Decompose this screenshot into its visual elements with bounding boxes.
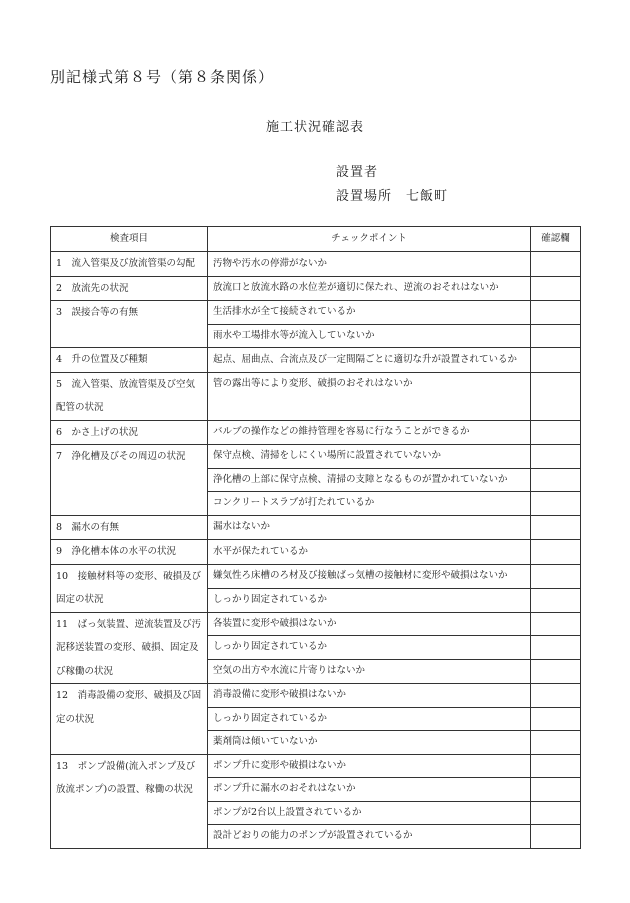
checkpoint: 管の露出等により変形、破損のおそれはないか (208, 372, 531, 420)
checkpoint: ポンプ升に変形や破損はないか (208, 754, 531, 778)
inspection-item: 11 ばっ気装置、逆流装置及び汚泥移送装置の変形、破損、固定及び稼働の状況 (51, 612, 208, 684)
checkpoint: 消毒設備に変形や破損はないか (208, 684, 531, 708)
table-row (51, 420, 581, 445)
confirm-cell[interactable] (531, 612, 581, 636)
confirm-cell[interactable] (531, 707, 581, 731)
confirm-cell[interactable] (531, 445, 581, 469)
table-row (51, 445, 581, 469)
table-row (51, 515, 581, 540)
inspection-item: 13 ポンプ設備(流入ポンプ及び放流ポンプ)の設置、稼働の状況 (51, 754, 208, 848)
header-item: 検査項目 (51, 227, 208, 252)
confirm-cell[interactable] (531, 420, 581, 445)
confirm-cell[interactable] (531, 372, 581, 420)
table-row (51, 348, 581, 373)
checkpoint: 放流口と放流水路の水位差が適切に保たれ、逆流のおそれはないか (208, 276, 531, 301)
confirm-cell[interactable] (531, 252, 581, 277)
checkpoint: 各装置に変形や破損はないか (208, 612, 531, 636)
checkpoint: 空気の出方や水流に片寄りはないか (208, 660, 531, 684)
table-row (51, 276, 581, 301)
confirm-cell[interactable] (531, 515, 581, 540)
checkpoint: 漏水はないか (208, 515, 531, 540)
confirm-cell[interactable] (531, 301, 581, 325)
checkpoint: 設計どおりの能力のポンプが設置されているか (208, 825, 531, 849)
table-row (51, 540, 581, 565)
confirm-cell[interactable] (531, 588, 581, 612)
confirm-cell[interactable] (531, 276, 581, 301)
confirm-cell[interactable] (531, 324, 581, 348)
checkpoint: 薬剤筒は傾いていないか (208, 731, 531, 755)
checkpoint: しっかり固定されているか (208, 707, 531, 731)
checkpoint: ポンプが2台以上設置されているか (208, 801, 531, 825)
inspection-item: 12 消毒設備の変形、破損及び固定の状況 (51, 684, 208, 755)
inspection-item: 3 誤接合等の有無 (51, 301, 208, 348)
document-title: 施工状況確認表 (265, 120, 364, 135)
table-row (51, 754, 581, 778)
confirm-cell[interactable] (531, 468, 581, 492)
checkpoint: しっかり固定されているか (208, 636, 531, 660)
inspection-item: 9 浄化槽本体の水平の状況 (51, 540, 208, 565)
confirm-cell[interactable] (531, 564, 581, 588)
header-checkpoint: チェックポイント (208, 227, 531, 252)
checkpoint: 汚物や汚水の停滞がないか (208, 252, 531, 277)
table-row (51, 684, 581, 708)
table-row (51, 301, 581, 325)
checkpoint: 水平が保たれているか (208, 540, 531, 565)
inspection-item: 2 放流先の状況 (51, 276, 208, 301)
table-row (51, 252, 581, 277)
table-body (51, 252, 581, 849)
confirm-cell[interactable] (531, 540, 581, 565)
location-line (336, 185, 448, 204)
location-label: 設置場所 (336, 189, 393, 204)
confirm-cell[interactable] (531, 636, 581, 660)
confirm-cell[interactable] (531, 825, 581, 849)
confirm-cell[interactable] (531, 660, 581, 684)
inspection-table (50, 226, 581, 849)
checkpoint: バルブの操作などの維持管理を容易に行なうことができるか (208, 420, 531, 445)
confirm-cell[interactable] (531, 778, 581, 802)
checkpoint: 生活排水が全て接続されているか (208, 301, 531, 325)
table-row (51, 564, 581, 588)
checkpoint: しっかり固定されているか (208, 588, 531, 612)
confirm-cell[interactable] (531, 731, 581, 755)
checkpoint: 嫌気性ろ床槽のろ材及び接触ばっ気槽の接触材に変形や破損はないか (208, 564, 531, 588)
inspection-item: 7 浄化槽及びその周辺の状況 (51, 445, 208, 516)
checkpoint: 起点、屈曲点、合流点及び一定間隔ごとに適切な升が設置されているか (208, 348, 531, 373)
confirm-cell[interactable] (531, 754, 581, 778)
location-value: 七飯町 (406, 189, 449, 204)
checkpoint: コンクリートスラブが打たれているか (208, 492, 531, 516)
inspection-item: 6 かさ上げの状況 (51, 420, 208, 445)
checkpoint: 雨水や工場排水等が流入していないか (208, 324, 531, 348)
confirm-cell[interactable] (531, 684, 581, 708)
inspection-item: 1 流入管渠及び放流管渠の勾配 (51, 252, 208, 277)
checkpoint: 保守点検、清掃をしにくい場所に設置されていないか (208, 445, 531, 469)
inspection-item: 4 升の位置及び種類 (51, 348, 208, 373)
table-header-row (51, 227, 581, 252)
inspection-item: 5 流入管渠、放流管渠及び空気配管の状況 (51, 372, 208, 420)
form-number: 別記様式第８号（第８条関係） (50, 68, 275, 86)
confirm-cell[interactable] (531, 348, 581, 373)
inspection-item: 8 漏水の有無 (51, 515, 208, 540)
table-row (51, 612, 581, 636)
confirm-cell[interactable] (531, 492, 581, 516)
header-confirm: 確認欄 (531, 227, 581, 252)
checkpoint: 浄化槽の上部に保守点検、清掃の支障となるものが置かれていないか (208, 468, 531, 492)
confirm-cell[interactable] (531, 801, 581, 825)
installer-label: 設置者 (336, 165, 379, 180)
inspection-item: 10 接触材料等の変形、破損及び固定の状況 (51, 564, 208, 612)
checkpoint: ポンプ升に漏水のおそれはないか (208, 778, 531, 802)
